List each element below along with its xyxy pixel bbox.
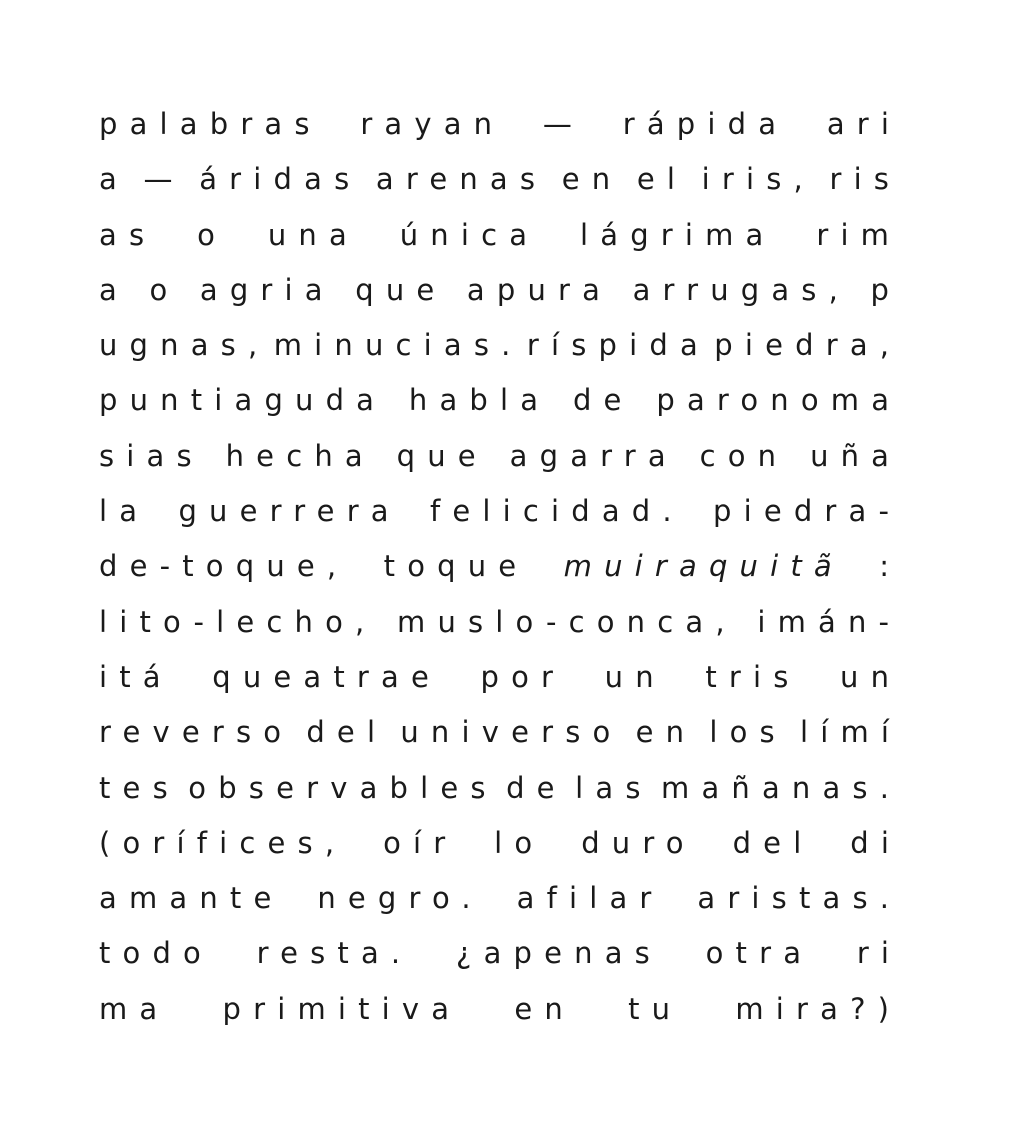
poem-word: oír — [383, 825, 458, 860]
poem-word: sias — [99, 438, 204, 473]
poem-word: el — [636, 162, 688, 197]
poem-word: una — [267, 217, 359, 252]
poem-line — [99, 544, 902, 599]
poem-word: mira?) — [735, 991, 902, 1026]
poem-word: amante — [99, 881, 284, 916]
poem-word: resta. — [256, 936, 413, 971]
poem-line — [99, 821, 902, 876]
poem-word: muslo-conca, — [397, 604, 737, 639]
poem-word: imán- — [757, 604, 902, 639]
poem-word: en — [635, 715, 697, 750]
poem-word: — — [542, 107, 585, 141]
poem-word: di — [850, 825, 902, 860]
poem-word: lágrima — [580, 217, 776, 252]
poem-word: piedra- — [713, 494, 902, 529]
poem-line — [99, 655, 902, 710]
poem-word: — — [143, 162, 185, 197]
poem-word: con — [699, 438, 789, 473]
poem-word: iris, — [701, 162, 815, 197]
poem-word: muiraquitã — [563, 549, 844, 584]
poem-word: afilar — [516, 881, 664, 916]
poem-word: piedra, — [714, 328, 902, 363]
poem-word: áridas — [199, 162, 362, 197]
poem-word: negro. — [317, 881, 483, 916]
poem-word: guerrera — [178, 494, 401, 529]
poem-word: hecha — [225, 438, 375, 473]
poem-word: ugnas, — [99, 328, 270, 363]
poem-word: todo — [99, 936, 213, 971]
poem-word: ¿apenas — [456, 936, 662, 971]
poem-word: del — [732, 825, 814, 860]
poem-word: tris — [705, 659, 801, 694]
poem-line — [99, 710, 902, 765]
poem-word: tes — [99, 770, 180, 805]
poem-word: uña — [810, 438, 902, 473]
poem-word: paronoma — [656, 383, 902, 418]
poem-word: agarra — [509, 438, 678, 473]
poem-word: arrugas, — [632, 272, 850, 307]
poem-line — [99, 268, 902, 323]
poem-word: a — [99, 162, 129, 197]
poem-word: un — [604, 659, 666, 694]
poem-word: un — [840, 659, 902, 694]
poem-word: rim — [816, 217, 902, 252]
poem-line — [99, 876, 902, 931]
poem-word: límí — [799, 715, 902, 750]
poem-word: duro — [581, 825, 696, 860]
poem-word: los — [709, 715, 787, 750]
poem-word: minucias. — [273, 328, 523, 363]
poem-word: observables — [188, 770, 498, 805]
poem-word: primitiva — [222, 991, 462, 1026]
poem-word: en — [514, 991, 575, 1026]
poem-word: por — [480, 659, 566, 694]
poem-word: tu — [628, 991, 683, 1026]
poem-word: ríspida — [526, 328, 710, 363]
poem-word: de — [506, 770, 567, 805]
poem-word: p — [870, 272, 902, 307]
poem-word: en — [561, 162, 623, 197]
poem-word: la — [99, 494, 150, 529]
poem-line — [99, 434, 902, 489]
poem-word: aristas. — [697, 881, 902, 916]
poem-word: palabras — [99, 107, 322, 141]
poem-word: toque — [383, 549, 529, 584]
poem-word: apura — [466, 272, 613, 307]
poem-word: de-toque, — [99, 549, 349, 584]
poem-word: arenas — [375, 162, 548, 197]
poem-word: ma — [99, 991, 170, 1026]
poem-word: o — [197, 217, 228, 252]
poem-word: ari — [826, 107, 902, 141]
poem-word: itá — [99, 659, 173, 694]
poem-word: ris — [829, 162, 902, 197]
poem-word: rápida — [622, 107, 789, 141]
poem-word: habla — [408, 383, 551, 418]
poem-word: as — [99, 217, 157, 252]
poem-word: rayan — [360, 107, 505, 141]
poem-word: otra — [705, 936, 814, 971]
poem-line — [99, 102, 902, 157]
poem-line — [99, 157, 902, 212]
poem-word: agria — [199, 272, 335, 307]
poem-word: del — [306, 715, 388, 750]
poem-word: felicidad. — [429, 494, 684, 529]
poem-line — [99, 489, 902, 544]
poem-word: lo — [494, 825, 545, 860]
poem-word: las — [575, 770, 653, 805]
poem-word: queatrae — [212, 659, 442, 694]
poem-line — [99, 323, 902, 378]
poem-word: lito-lecho, — [99, 604, 377, 639]
poem-word: que — [355, 272, 447, 307]
poem-line — [99, 378, 902, 433]
poem-line — [99, 600, 902, 655]
poem-word: (orífices, — [99, 825, 347, 860]
poem-word: mañanas. — [661, 770, 902, 805]
poem-word: a — [99, 272, 129, 307]
poem-word: reverso — [99, 715, 294, 750]
poem-word: ri — [856, 936, 902, 971]
poem-line — [99, 931, 902, 986]
poem-word: universo — [400, 715, 623, 750]
poem-word: de — [572, 383, 634, 418]
poem-word: única — [399, 217, 540, 252]
poem-word: : — [879, 549, 902, 584]
poem-word: que — [396, 438, 488, 473]
poem-word: o — [149, 272, 180, 307]
poem-line — [99, 987, 902, 1042]
poem-line — [99, 213, 902, 268]
poem-line — [99, 766, 902, 821]
poem-text — [99, 102, 902, 1042]
poem-word: puntiaguda — [99, 383, 387, 418]
